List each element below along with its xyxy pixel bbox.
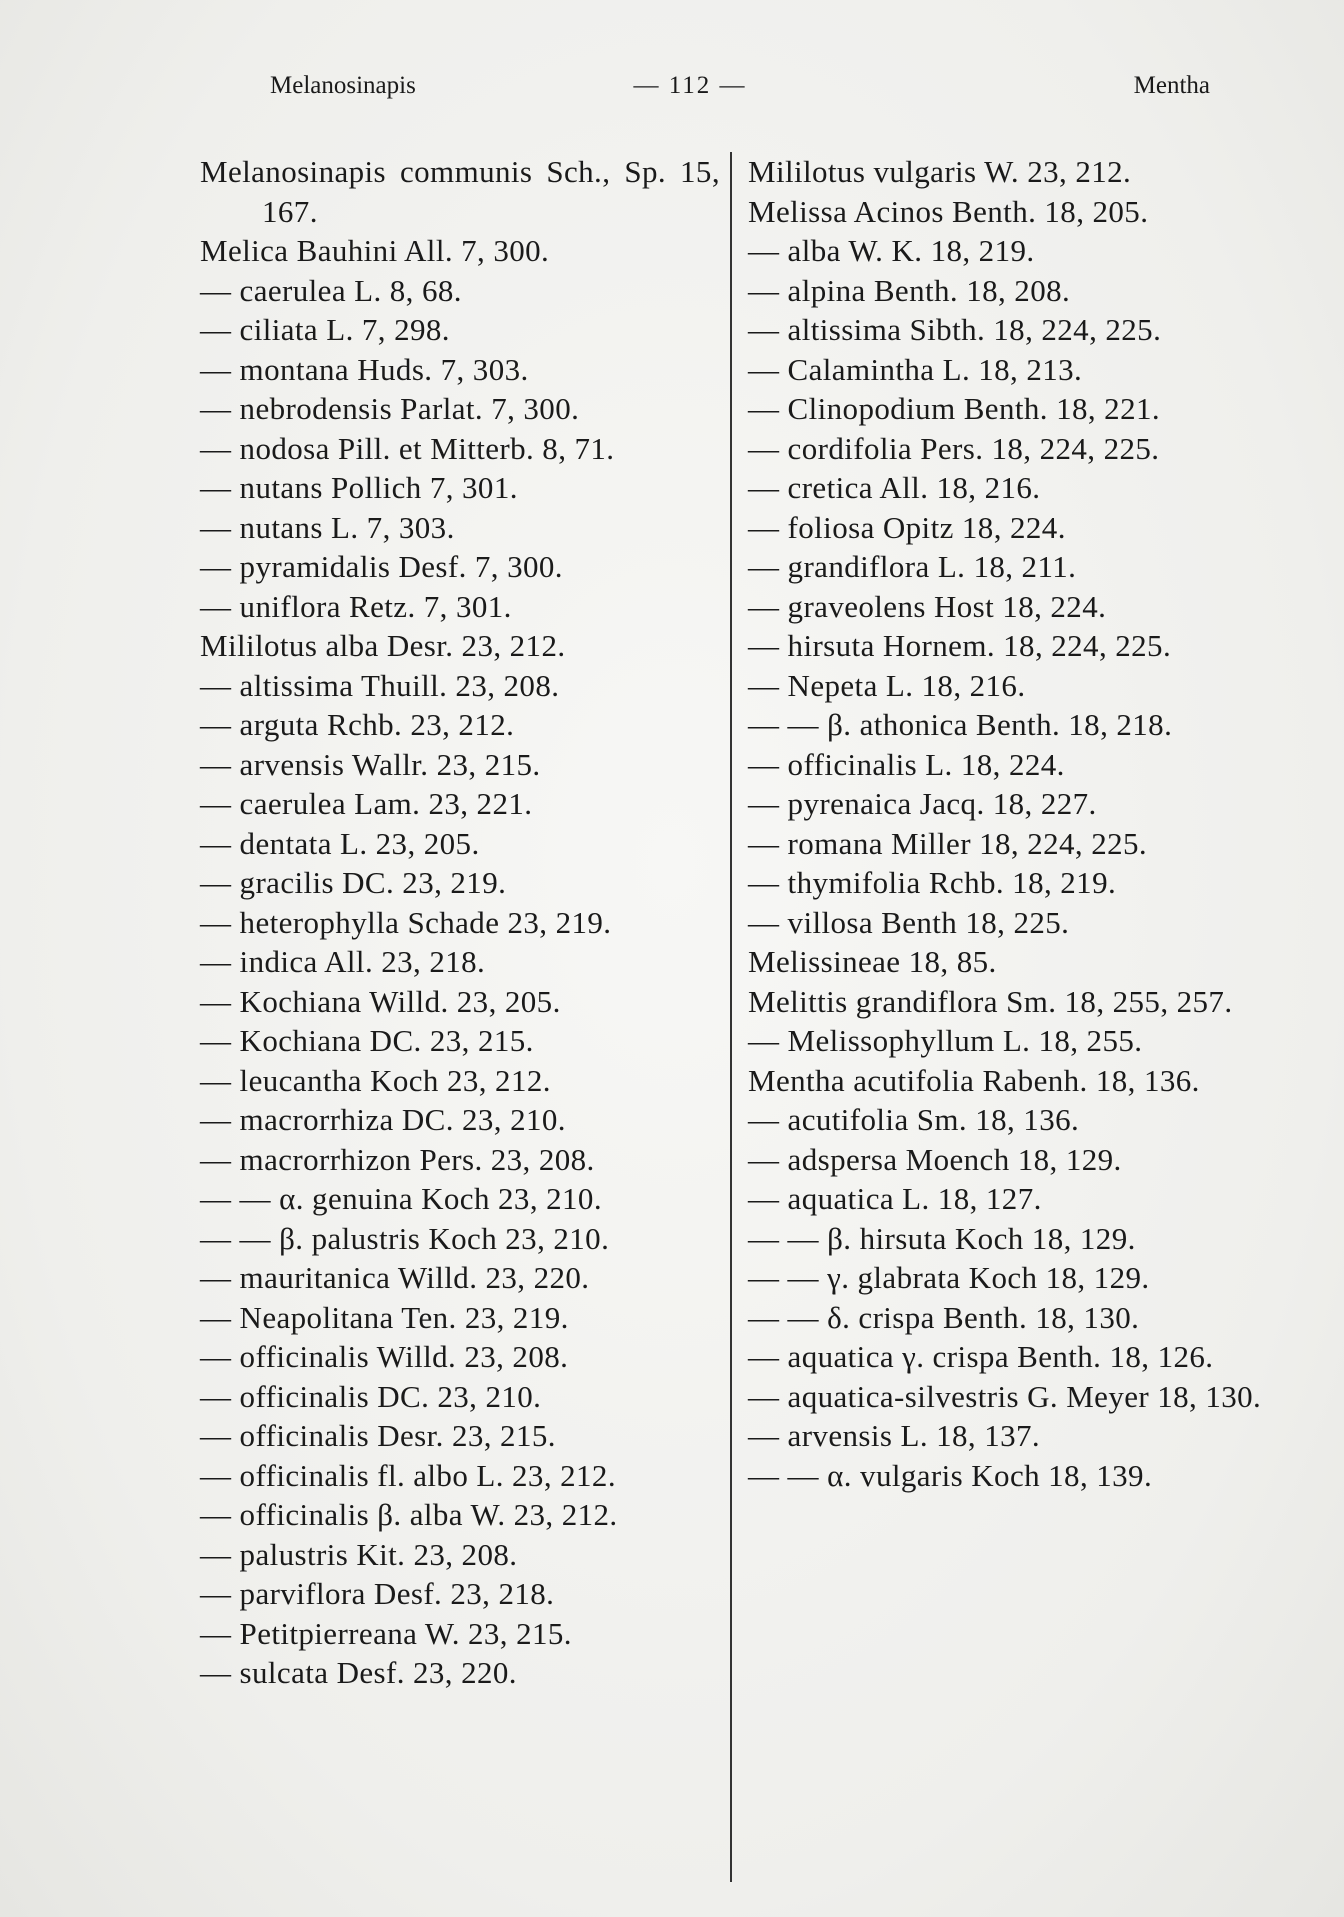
header-right-guide-word: Mentha (1133, 72, 1210, 99)
index-entry: — romana Miller 18, 224, 225. (748, 825, 1148, 861)
index-entry: — — δ. crispa Benth. 18, 130. (748, 1299, 1140, 1335)
running-head (270, 72, 1210, 112)
index-entry: — altissima Thuill. 23, 208. (200, 667, 560, 703)
index-entry: — nutans Pollich 7, 301. (200, 470, 518, 505)
index-entry: — pyrenaica Jacq. 18, 227. (748, 786, 1097, 821)
index-entry: — — α. vulgaris Koch 18, 139. (748, 1457, 1153, 1493)
index-entry: — ciliata L. 7, 298. (200, 312, 450, 347)
index-entry: — pyramidalis Desf. 7, 300. (200, 549, 563, 584)
index-entry: — alba W. K. 18, 219. (748, 233, 1035, 268)
index-entry: — officinalis Desr. 23, 215. (200, 1418, 556, 1453)
index-entry: — — β. hirsuta Koch 18, 129. (748, 1220, 1136, 1256)
index-entry: — arguta Rchb. 23, 212. (200, 707, 515, 742)
right-index-column (748, 152, 1278, 1495)
index-entry: — officinalis DC. 23, 210. (200, 1378, 542, 1414)
index-entry: — adspersa Moench 18, 129. (748, 1141, 1122, 1177)
index-entry: — nebrodensis Parlat. 7, 300. (200, 391, 580, 426)
index-entry: — officinalis β. alba W. 23, 212. (200, 1497, 618, 1532)
index-entry: — Kochiana DC. 23, 215. (200, 1023, 534, 1058)
index-entry: — — β. athonica Benth. 18, 218. (748, 707, 1173, 742)
index-entry: — officinalis L. 18, 224. (748, 746, 1065, 782)
index-entry: — aquatica γ. crispa Benth. 18, 126. (748, 1339, 1214, 1374)
index-entry: — hirsuta Hornem. 18, 224, 225. (748, 628, 1172, 663)
index-entry: — gracilis DC. 23, 219. (200, 865, 507, 900)
index-entry: — — α. genuina Koch 23, 210. (200, 1181, 602, 1216)
index-entry: Mililotus alba Desr. 23, 212. (200, 628, 566, 663)
index-entry: — aquatica-silvestris G. Meyer 18, 130. (748, 1378, 1262, 1414)
index-entry: — cretica All. 18, 216. (748, 470, 1041, 505)
index-entry: — parviflora Desf. 23, 218. (200, 1576, 555, 1611)
index-entry: — palustris Kit. 23, 208. (200, 1536, 518, 1572)
index-entry: — Calamintha L. 18, 213. (748, 351, 1083, 387)
index-entry: — uniflora Retz. 7, 301. (200, 588, 512, 624)
index-entry: Melica Bauhini All. 7, 300. (200, 233, 550, 268)
index-entry: — — β. palustris Koch 23, 210. (200, 1220, 610, 1256)
index-entry: — acutifolia Sm. 18, 136. (748, 1102, 1080, 1137)
index-entry: — montana Huds. 7, 303. (200, 351, 529, 387)
column-divider (730, 152, 732, 1882)
index-entry: — mauritanica Willd. 23, 220. (200, 1260, 590, 1295)
index-entry: — sulcata Desf. 23, 220. (200, 1655, 517, 1690)
index-entry: Melissa Acinos Benth. 18, 205. (748, 193, 1149, 229)
header-left-guide-word: Melanosinapis (270, 72, 416, 99)
index-entry: — arvensis Wallr. 23, 215. (200, 746, 541, 782)
index-entry: — arvensis L. 18, 137. (748, 1418, 1041, 1453)
page-number: — 112 — (633, 72, 747, 99)
index-entry: — macrorrhiza DC. 23, 210. (200, 1102, 566, 1137)
index-entry: — — γ. glabrata Koch 18, 129. (748, 1260, 1150, 1295)
index-entry: — villosa Benth 18, 225. (748, 904, 1070, 940)
index-entry: — Kochiana Willd. 23, 205. (200, 983, 561, 1019)
index-entry: — Neapolitana Ten. 23, 219. (200, 1299, 569, 1335)
index-entry: Melissineae 18, 85. (748, 944, 997, 979)
index-entry: — leucantha Koch 23, 212. (200, 1062, 551, 1098)
index-entry: Mililotus vulgaris W. 23, 212. (748, 154, 1132, 189)
index-entry: — officinalis fl. albo L. 23, 212. (200, 1457, 616, 1493)
index-entry: — nodosa Pill. et Mitterb. 8, 71. (200, 430, 615, 466)
index-entry: — foliosa Opitz 18, 224. (748, 509, 1066, 545)
index-entry: — alpina Benth. 18, 208. (748, 272, 1071, 308)
index-entry: — Petitpierreana W. 23, 215. (200, 1615, 572, 1651)
index-entry: — thymifolia Rchb. 18, 219. (748, 865, 1117, 900)
index-entry: — officinalis Willd. 23, 208. (200, 1339, 569, 1374)
index-entry: Mentha acutifolia Rabenh. 18, 136. (748, 1062, 1200, 1098)
index-entry: — aquatica L. 18, 127. (748, 1181, 1042, 1216)
index-entry: Melittis grandiflora Sm. 18, 255, 257. (748, 983, 1233, 1019)
index-entry: — dentata L. 23, 205. (200, 825, 480, 861)
index-entry: Melanosinapis communis Sch., Sp. 15, 167. (200, 154, 720, 229)
index-entry: — indica All. 23, 218. (200, 944, 486, 979)
index-entry: — Clinopodium Benth. 18, 221. (748, 391, 1161, 426)
index-entry: — altissima Sibth. 18, 224, 225. (748, 312, 1162, 347)
index-entry: — nutans L. 7, 303. (200, 509, 455, 545)
index-entry: — graveolens Host 18, 224. (748, 588, 1107, 624)
index-entry: — Melissophyllum L. 18, 255. (748, 1023, 1143, 1058)
index-entry: — heterophylla Schade 23, 219. (200, 904, 612, 940)
index-entry: — cordifolia Pers. 18, 224, 225. (748, 430, 1160, 466)
left-index-column (200, 152, 720, 1693)
index-entry: — caerulea Lam. 23, 221. (200, 786, 533, 821)
index-entry: — macrorrhizon Pers. 23, 208. (200, 1141, 595, 1177)
index-entry: — caerulea L. 8, 68. (200, 272, 462, 308)
index-entry: — grandiflora L. 18, 211. (748, 549, 1077, 584)
index-entry: — Nepeta L. 18, 216. (748, 667, 1026, 703)
